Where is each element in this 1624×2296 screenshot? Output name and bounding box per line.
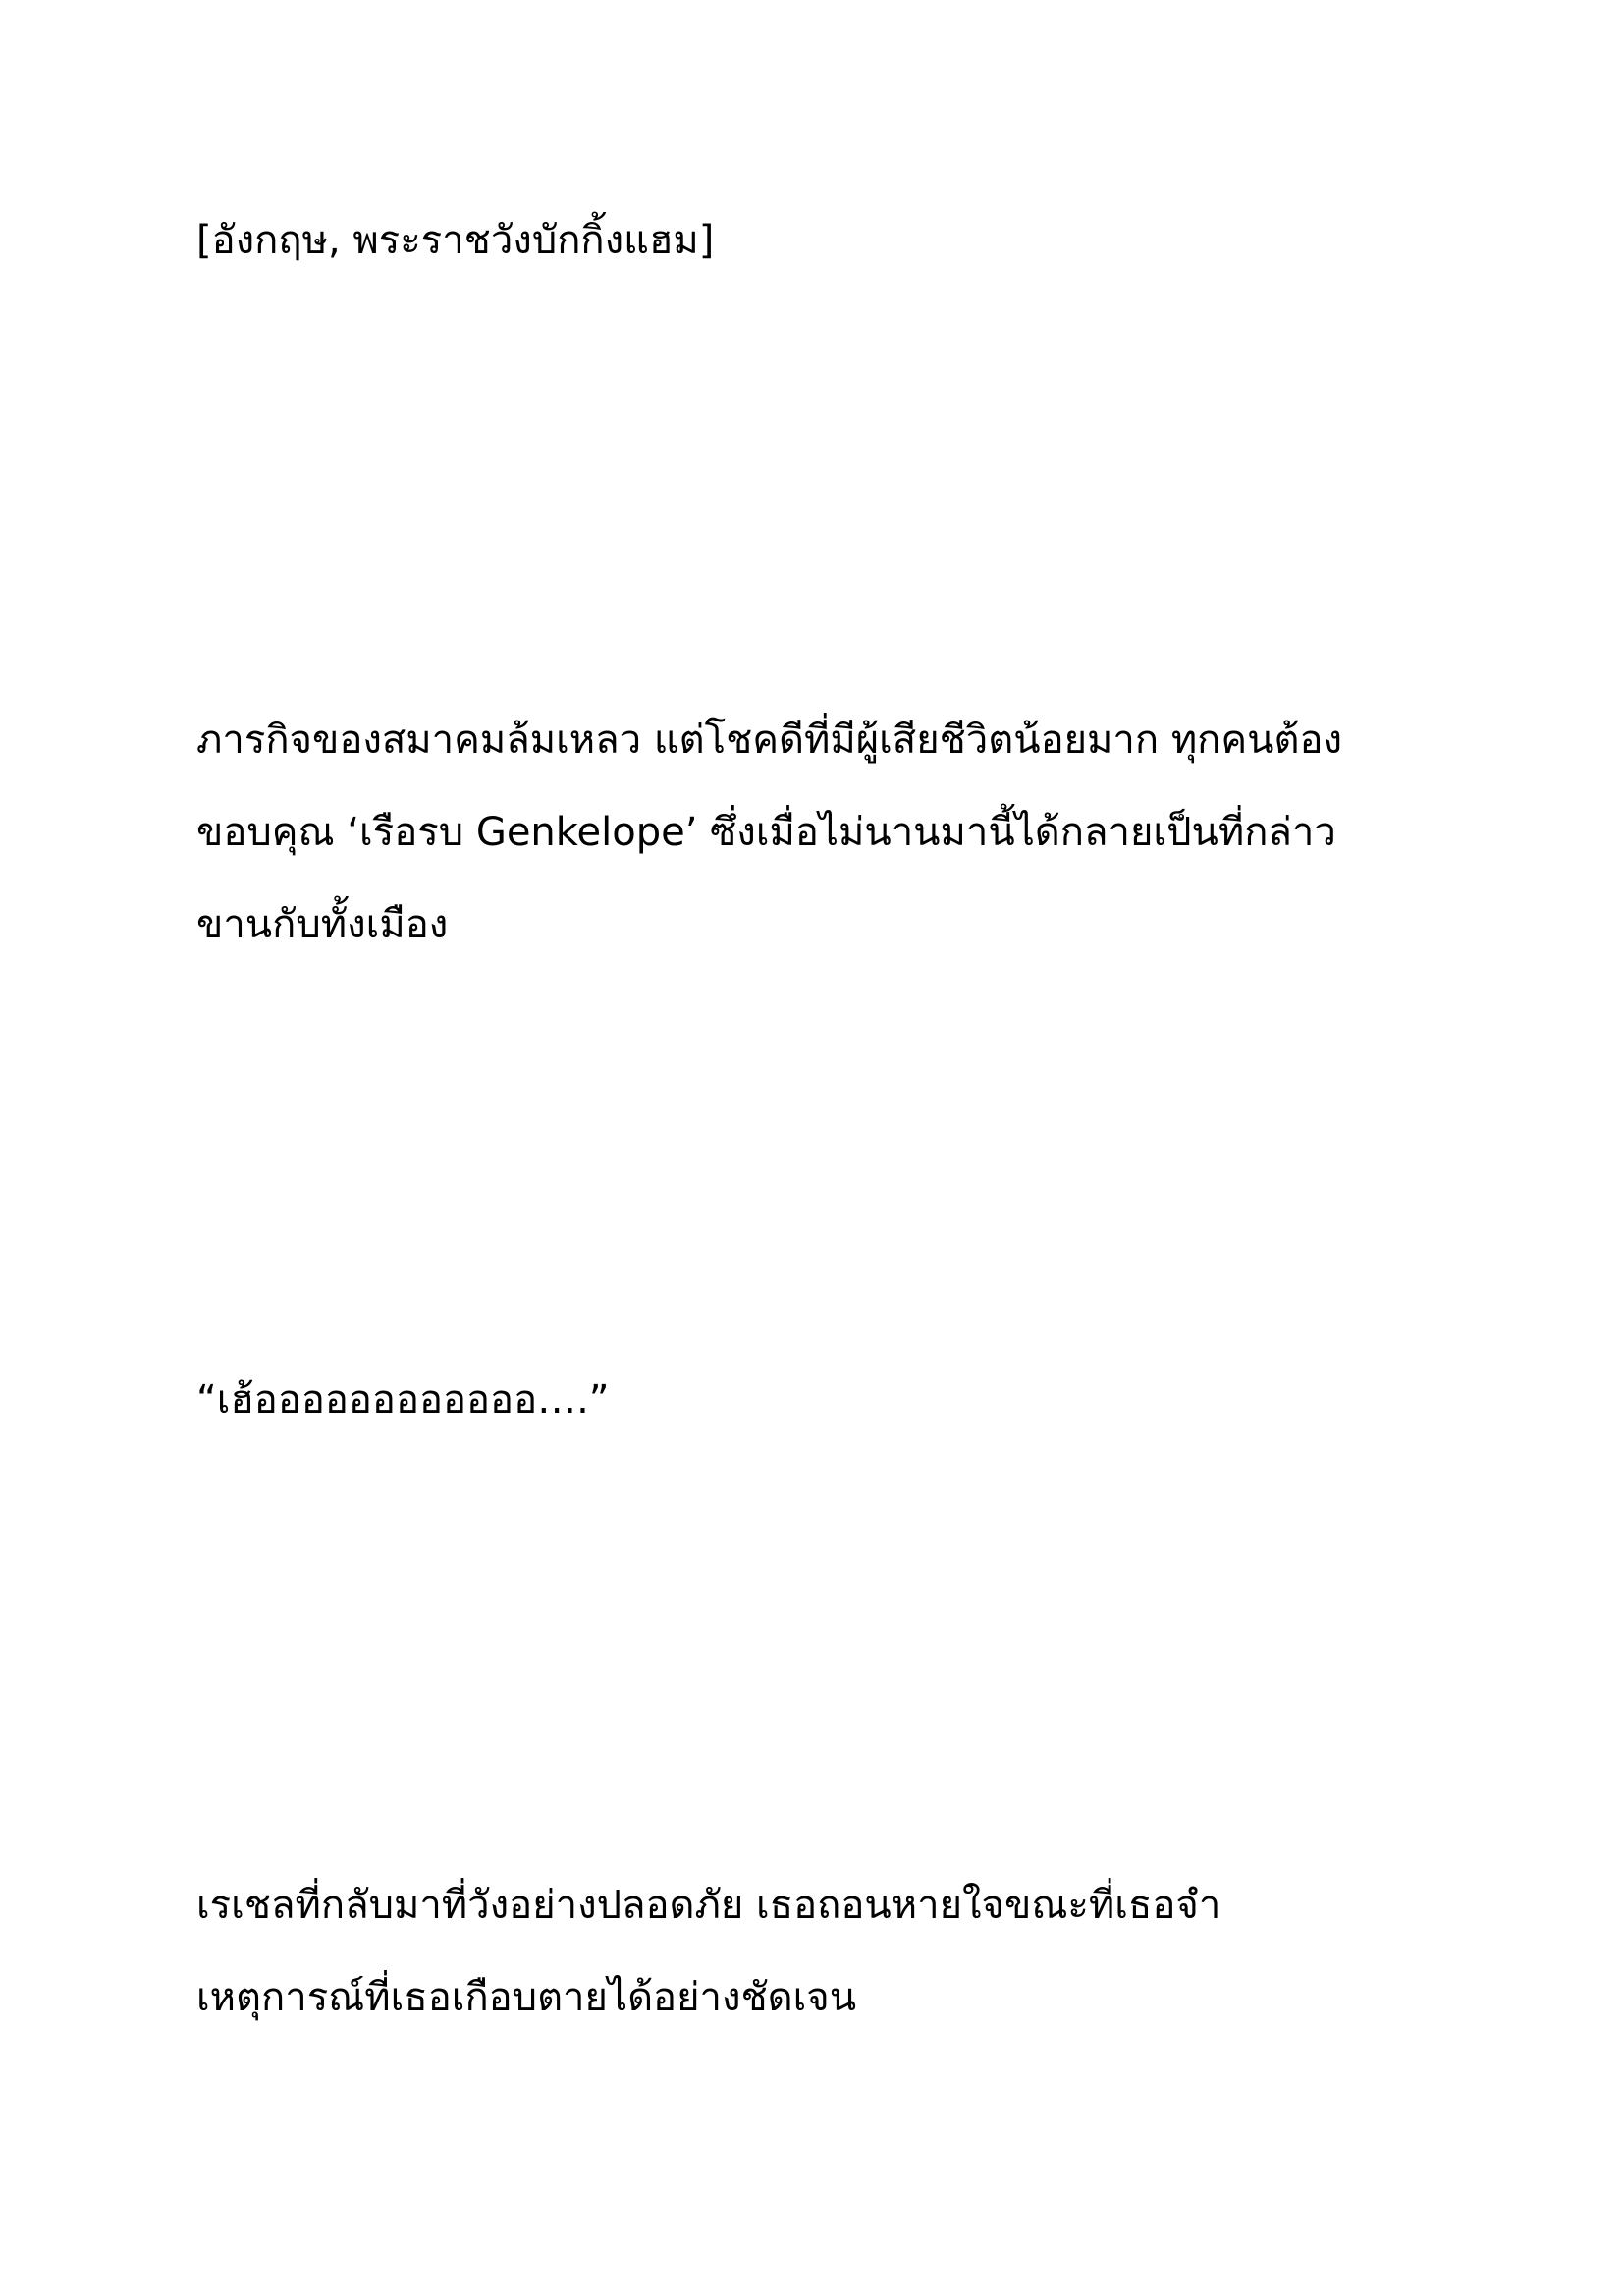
text-line: เรเชลที่กลับมาที่วังอย่างปลอดภัย เธอถอนหายใจขณะที่เธอจำ [196,1883,1221,1928]
text-line: ขอบคุณ ‘เรือรบ Genkelope’ ซึ่งเมื่อไม่นานมานี้ได้กลายเป็นที่กล่าว [196,810,1336,855]
text-line: “เฮ้ออออออออออออ….” [196,1377,610,1422]
text-line: เหตุการณ์ที่เธอเกือบตายได้อย่างชัดเจน [196,1975,857,2020]
text-line: ขานกับทั้งเมือง [196,902,449,947]
text-line: [อังกฤษ, พระราชวังบักกิ้งแฮม] [196,218,715,263]
rachel-paragraph [196,1859,1453,2044]
scene-location-heading [196,194,1453,287]
mission-paragraph [196,694,1453,971]
sigh-dialogue [196,1354,1453,1446]
text-line: ภารกิจของสมาคมล้มเหลว แต่โชคดีที่มีผู้เสียชีวิตน้อยมาก ทุกคนต้อง [196,718,1343,763]
